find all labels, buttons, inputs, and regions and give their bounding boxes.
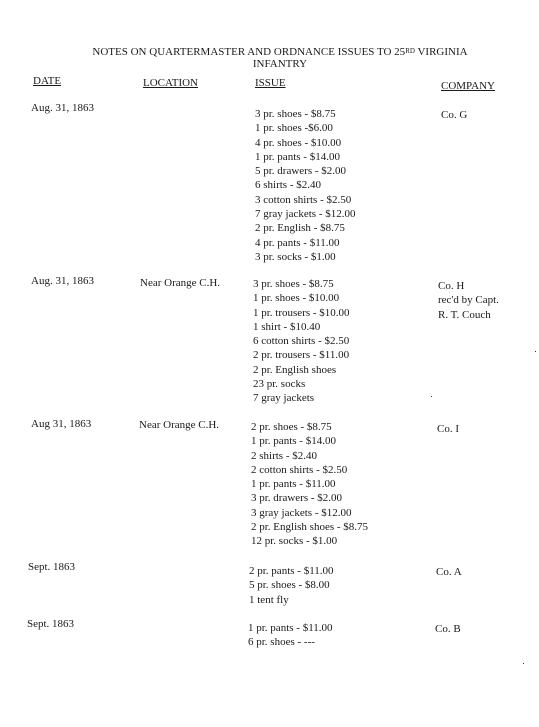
title-line-1: NOTES ON QUARTERMASTER AND ORDNANCE ISSUES TO 25RD VIRGINIA: [92, 46, 468, 58]
header-location: LOCATION: [143, 77, 198, 89]
document-title: [40, 46, 520, 70]
item-line: 1 pr. pants - $14.00: [251, 435, 336, 448]
item-line: 23 pr. socks: [253, 378, 306, 391]
item-line: 6 pr. shoes - ---: [248, 636, 315, 649]
entry-location: Near Orange C.H.: [139, 419, 220, 431]
item-line: 3 pr. shoes - $8.75: [255, 108, 336, 120]
item-line: 3 pr. shoes - $8.75: [253, 278, 334, 290]
item-line: 1 pr. pants - $14.00: [255, 150, 340, 163]
item-line: 2 pr. shoes - $8.75: [251, 421, 332, 433]
entry-company: [437, 422, 459, 436]
item-line: 1 pr. shoes -$6.00: [255, 122, 333, 135]
header-issue: ISSUE: [255, 77, 286, 89]
entry-items: [249, 564, 334, 607]
entry-items: [251, 420, 368, 549]
item-line: 4 pr. shoes - $10.00: [255, 136, 342, 149]
entry-company: [436, 565, 462, 579]
item-line: 3 pr. drawers - $2.00: [251, 492, 343, 505]
item-line: 3 gray jackets - $12.00: [251, 506, 352, 519]
entry-date: Sept. 1863: [28, 561, 76, 573]
company-line: R. T. Couch: [438, 308, 491, 321]
company-line: Co. I: [437, 423, 459, 435]
entry-company: [435, 622, 461, 636]
company-line: Co. G: [441, 109, 468, 121]
item-line: 2 pr. English - $8.75: [255, 222, 345, 235]
item-line: 1 shirt - $10.40: [253, 320, 321, 333]
entry-date: Aug. 31, 1863: [31, 102, 94, 114]
title-line-2: INFANTRY: [252, 58, 308, 70]
item-line: 7 gray jackets - $12.00: [255, 208, 356, 221]
item-line: 1 pr. pants - $11.00: [251, 478, 336, 491]
entry-date: Aug 31, 1863: [31, 418, 92, 430]
item-line: 2 pr. pants - $11.00: [249, 565, 334, 577]
item-line: 7 gray jackets: [253, 392, 315, 405]
item-line: 2 pr. English shoes - $8.75: [251, 521, 369, 534]
company-line: Co. H: [438, 280, 465, 292]
entry-date: Aug. 31, 1863: [31, 275, 94, 287]
entry-company: [441, 108, 467, 122]
item-line: 1 pr. trousers - $10.00: [253, 306, 350, 319]
entry-date: Sept. 1863: [27, 618, 75, 630]
item-line: 2 shirts - $2.40: [251, 449, 317, 462]
entry-location: Near Orange C.H.: [140, 277, 221, 289]
item-line: 2 pr. English shoes: [253, 363, 337, 376]
company-line: Co. B: [435, 623, 461, 635]
item-line: 6 cotton shirts - $2.50: [253, 335, 350, 348]
scan-speck: [535, 351, 536, 352]
item-line: 4 pr. pants - $11.00: [255, 236, 340, 249]
item-line: 1 tent fly: [249, 593, 289, 606]
item-line: 5 pr. shoes - $8.00: [249, 579, 330, 592]
item-line: 5 pr. drawers - $2.00: [255, 165, 347, 178]
item-line: 1 pr. shoes - $10.00: [253, 292, 340, 305]
scan-speck: [431, 396, 432, 397]
company-line: Co. A: [436, 566, 462, 578]
item-line: 3 pr. socks - $1.00: [255, 250, 336, 263]
header-date: DATE: [33, 75, 62, 87]
entry-items: [255, 107, 356, 264]
item-line: 1 pr. pants - $11.00: [248, 622, 333, 634]
entry-items: [248, 621, 333, 650]
header-company: COMPANY: [441, 80, 496, 92]
entry-company: [438, 279, 499, 322]
item-line: 6 shirts - $2.40: [255, 179, 321, 192]
item-line: 2 pr. trousers - $11.00: [253, 349, 350, 362]
item-line: 12 pr. socks - $1.00: [251, 535, 338, 548]
scan-speck: [523, 663, 524, 664]
item-line: 2 cotton shirts - $2.50: [251, 463, 348, 476]
entry-items: [253, 277, 350, 406]
company-line: rec'd by Capt.: [438, 294, 499, 307]
item-line: 3 cotton shirts - $2.50: [255, 193, 352, 206]
